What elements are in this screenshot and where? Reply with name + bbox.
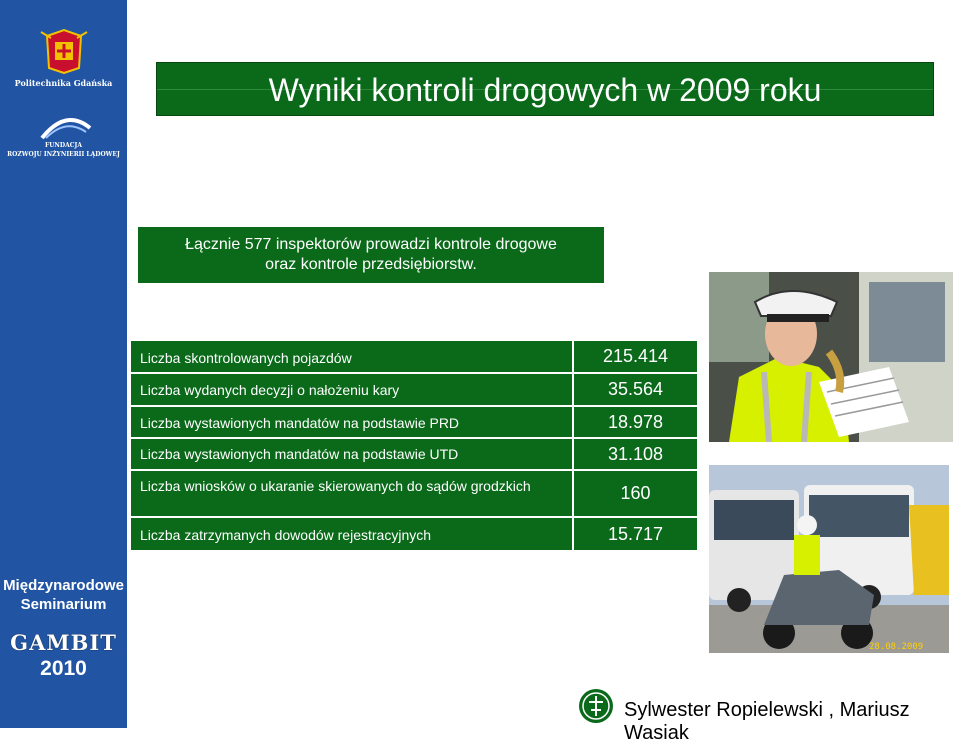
stat-value: 35.564 <box>572 374 697 405</box>
stat-value: 18.978 <box>572 407 697 437</box>
foundation-name-2: ROZWOJU INŻYNIERII LĄDOWEJ <box>7 151 120 158</box>
inspector-illustration <box>709 272 953 442</box>
intro-line-1: Łącznie 577 inspektorów prowadzi kontrole drogowe <box>185 236 557 253</box>
table-row <box>131 439 697 471</box>
authors: Sylwester Ropielewski , Mariusz Wasiak <box>624 699 910 744</box>
motorcycle-photo <box>709 465 949 653</box>
stat-value: 215.414 <box>572 341 697 372</box>
sidebar <box>0 0 127 728</box>
seminar-title-1: Międzynarodowe <box>3 577 124 594</box>
title-bar <box>156 62 934 116</box>
stat-value: 31.108 <box>572 439 697 469</box>
table-row <box>131 518 697 550</box>
stat-label: Liczba wniosków o ukaranie skierowanych do sądów grodzkich <box>140 478 531 494</box>
intro-box <box>138 227 604 283</box>
motorcycle-illustration <box>709 465 949 653</box>
inspector-photo <box>709 272 953 442</box>
table-row <box>131 407 697 439</box>
stat-label: Liczba zatrzymanych dowodów rejestracyjnych <box>140 527 432 543</box>
stat-value: 15.717 <box>572 518 697 550</box>
foundation-bridge-icon <box>40 114 92 140</box>
stat-label: Liczba skontrolowanych pojazdów <box>140 350 352 366</box>
table-row <box>131 471 697 518</box>
table-row <box>131 341 697 374</box>
seminar-title-2: Seminarium <box>20 596 107 613</box>
inspection-emblem-icon <box>578 688 614 724</box>
stat-value: 160 <box>572 471 697 516</box>
stat-label: Liczba wystawionych mandatów na podstawie UTD <box>140 446 459 462</box>
event-name: GAMBIT <box>10 630 117 655</box>
stat-label: Liczba wystawionych mandatów na podstawie PRD <box>140 415 460 431</box>
stat-label: Liczba wydanych decyzji o nałożeniu kary <box>140 382 400 398</box>
university-crest-icon <box>37 28 91 74</box>
page-title: Wyniki kontroli drogowych w 2009 roku <box>268 72 822 108</box>
table-row <box>131 374 697 407</box>
foundation-name-1: FUNDACJA <box>44 142 83 149</box>
intro-line-2: oraz kontrole przedsiębiorstw. <box>265 256 477 273</box>
event-year: 2010 <box>40 657 87 680</box>
photo-date: 28.08.2009 <box>869 642 924 652</box>
university-name: Politechnika Gdańska <box>14 78 113 88</box>
